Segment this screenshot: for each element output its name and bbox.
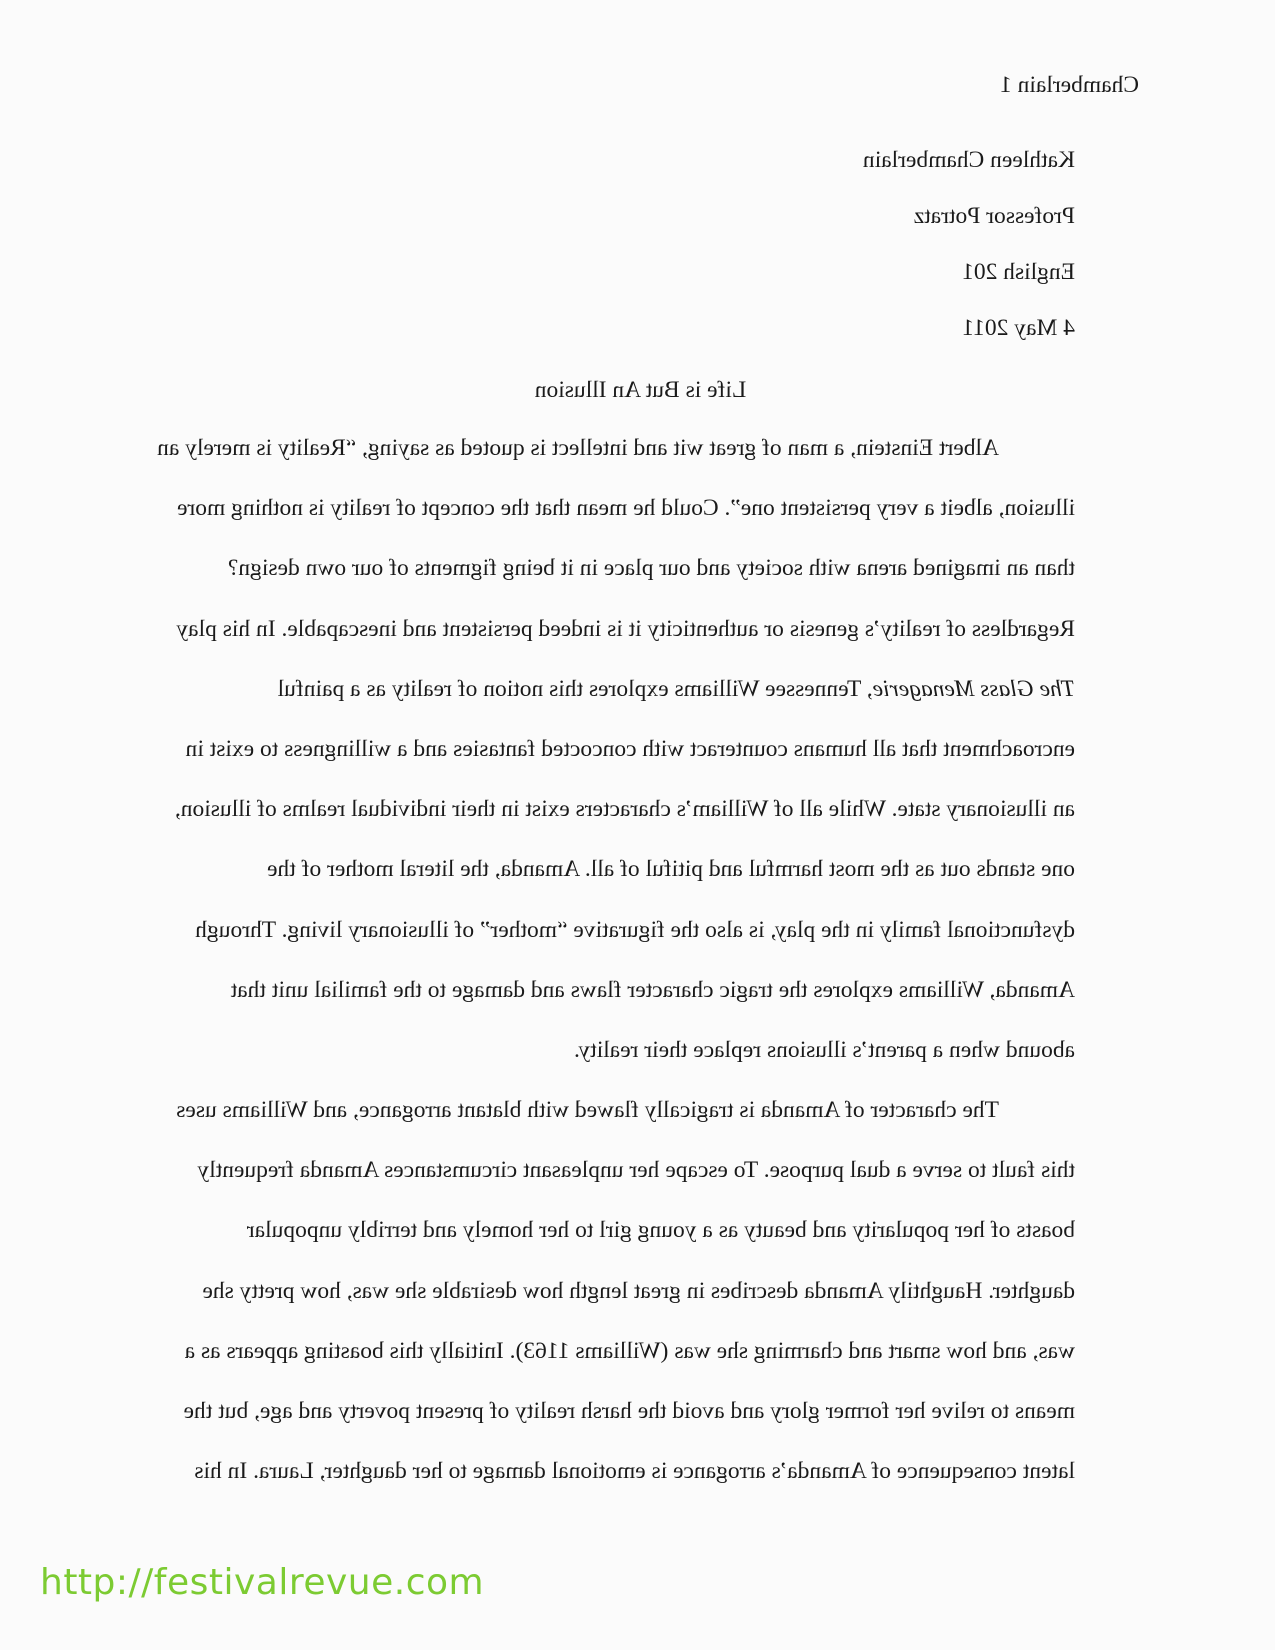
- body-line: means to relive her former glory and avoid the harsh reality of present poverty and age, but the: [183, 1398, 1075, 1424]
- body-line: was, and how smart and charming she was (Williams 1163). Initially this boasting appears as a: [184, 1337, 1075, 1364]
- body-line: The Glass Menagerie, Tennessee Williams explores this notion of reality as a painful: [277, 675, 1075, 702]
- header-date: 4 May 2011: [962, 315, 1075, 341]
- watermark-url: http://festivalrevue.com: [40, 1562, 485, 1603]
- body-line: encroachment that all humans counteract with concocted fantasies and a willingness to exist in: [185, 735, 1075, 762]
- essay-title-row: [0, 377, 1275, 404]
- header-author: Kathleen Chamberlain: [862, 147, 1075, 173]
- body-line: boasts of her popularity and beauty as a young girl to her homely and terribly unpopular: [246, 1217, 1075, 1244]
- header-block: [863, 145, 1075, 369]
- body-line: dysfunctional family in the play, is also the figurative “mother” of illusionary living. Through: [195, 916, 1075, 943]
- body-line: illusion, albeit a very persistent one”. Could he mean that the concept of reality is nothing more: [177, 495, 1075, 522]
- body-line: an illusionary state. While all of William’s characters exist in their individual realms of illusion,: [174, 796, 1075, 823]
- body-line: this fault to serve a dual purpose. To escape her unpleasant circumstances Amanda frequently: [197, 1157, 1075, 1184]
- body-line: daughter. Haughtily Amanda describes in great length how desirable she was, how pretty she: [202, 1277, 1075, 1304]
- body-line: than an imagined arena with society and our place in it being figments of our own design?: [227, 555, 1075, 582]
- body-line: Regardless of reality’s genesis or authenticity it is indeed persistent and inescapable. In his play: [176, 615, 1075, 642]
- body-line: latent consequence of Amanda’s arrogance is emotional damage to her daughter, Laura. In his: [194, 1458, 1075, 1485]
- essay-title: Life is But An Illusion: [534, 377, 747, 403]
- body-line: Amanda, Williams explores the tragic character flaws and damage to the familial unit that: [230, 976, 1075, 1003]
- header-instructor: Professor Potratz: [913, 203, 1075, 229]
- body-line: one stands out as the most harmful and pitiful of all. Amanda, the literal mother of the: [267, 856, 1075, 883]
- running-head: Chamberlain 1: [1000, 72, 1140, 98]
- body-line: abound when a parent’s illusions replace their reality.: [574, 1036, 1075, 1063]
- header-course: English 201: [962, 259, 1075, 285]
- body-line: Albert Einstein, a man of great wit and intellect is quoted as saying, “Reality is merely an: [157, 435, 999, 461]
- essay-body: [157, 433, 1075, 1516]
- body-line: The character of Amanda is tragically flawed with blatant arrogance, and Williams uses: [176, 1097, 999, 1124]
